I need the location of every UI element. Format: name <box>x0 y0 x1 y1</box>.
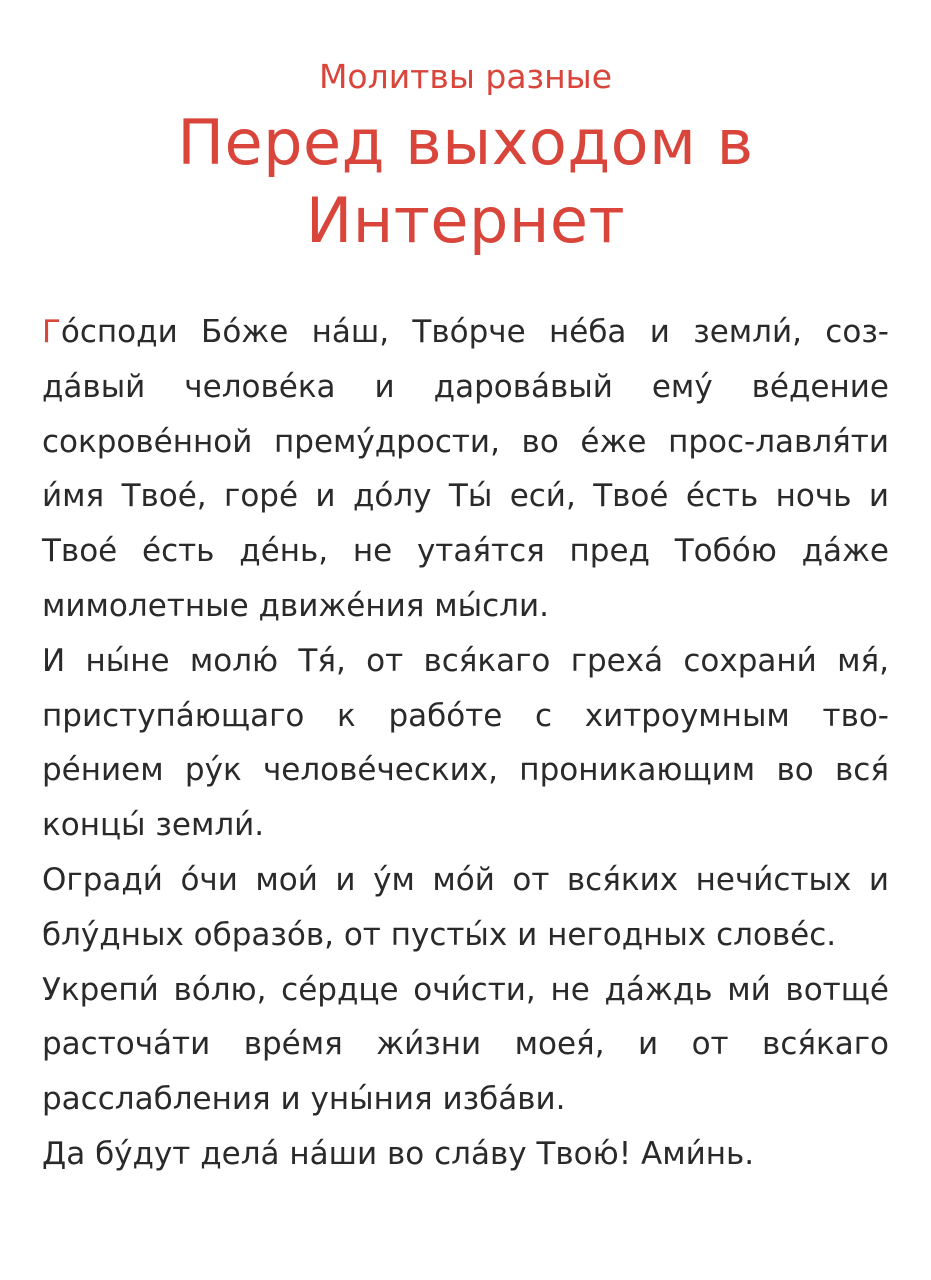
prayer-paragraph-4: Укрепи́ во́лю, се́рдце очи́сти, не да́ждь ми́ вотще́ расточа́ти вре́мя жи́зни моея́, и от вся́каго расслабления и уны́ния изба́ви. <box>42 971 889 1118</box>
prayer-paragraph-2: И ны́не молю́ Тя́, от вся́каго греха́ сохрани́ мя́, приступа́ющаго к рабо́те с хитроумным тво-ре́нием ру́к челове́ческих, проникающим во вся́ концы́ земли́. <box>42 642 889 844</box>
prayer-paragraph-1 <box>42 305 889 634</box>
drop-initial: Г <box>42 314 61 350</box>
prayer-paragraph-5: Да бу́дут дела́ на́ши во сла́ву Твою́! Ами́нь. <box>42 1135 755 1172</box>
prayer-paragraph-3: Огради́ о́чи мои́ и у́м мо́й от вся́ких нечи́стых и блу́дных образо́в, от пусты́х и негодных слове́с. <box>42 861 889 953</box>
page-title-line-2: Интернет <box>305 184 626 257</box>
category-heading: Молитвы разные <box>318 57 613 96</box>
page-title <box>42 104 889 260</box>
page-title-line-1: Перед выходом в <box>177 106 754 179</box>
prayer-paragraph-1-text: о́споди Бо́же на́ш, Тво́рче не́ба и земли́, соз-да́вый челове́ка и дарова́вый ему́ ве́дение сокрове́нной прему́дрости, во е́же прос-лавля́ти и́мя Твое́, горе́ и до́лу Ты́ еси́, Твое́ е́сть ночь и Твое́ е́сть де́нь, не утая́тся пред Тобо́ю да́же мимолетные движе́ния мы́сли. <box>42 314 889 624</box>
prayer-text <box>42 305 889 1182</box>
